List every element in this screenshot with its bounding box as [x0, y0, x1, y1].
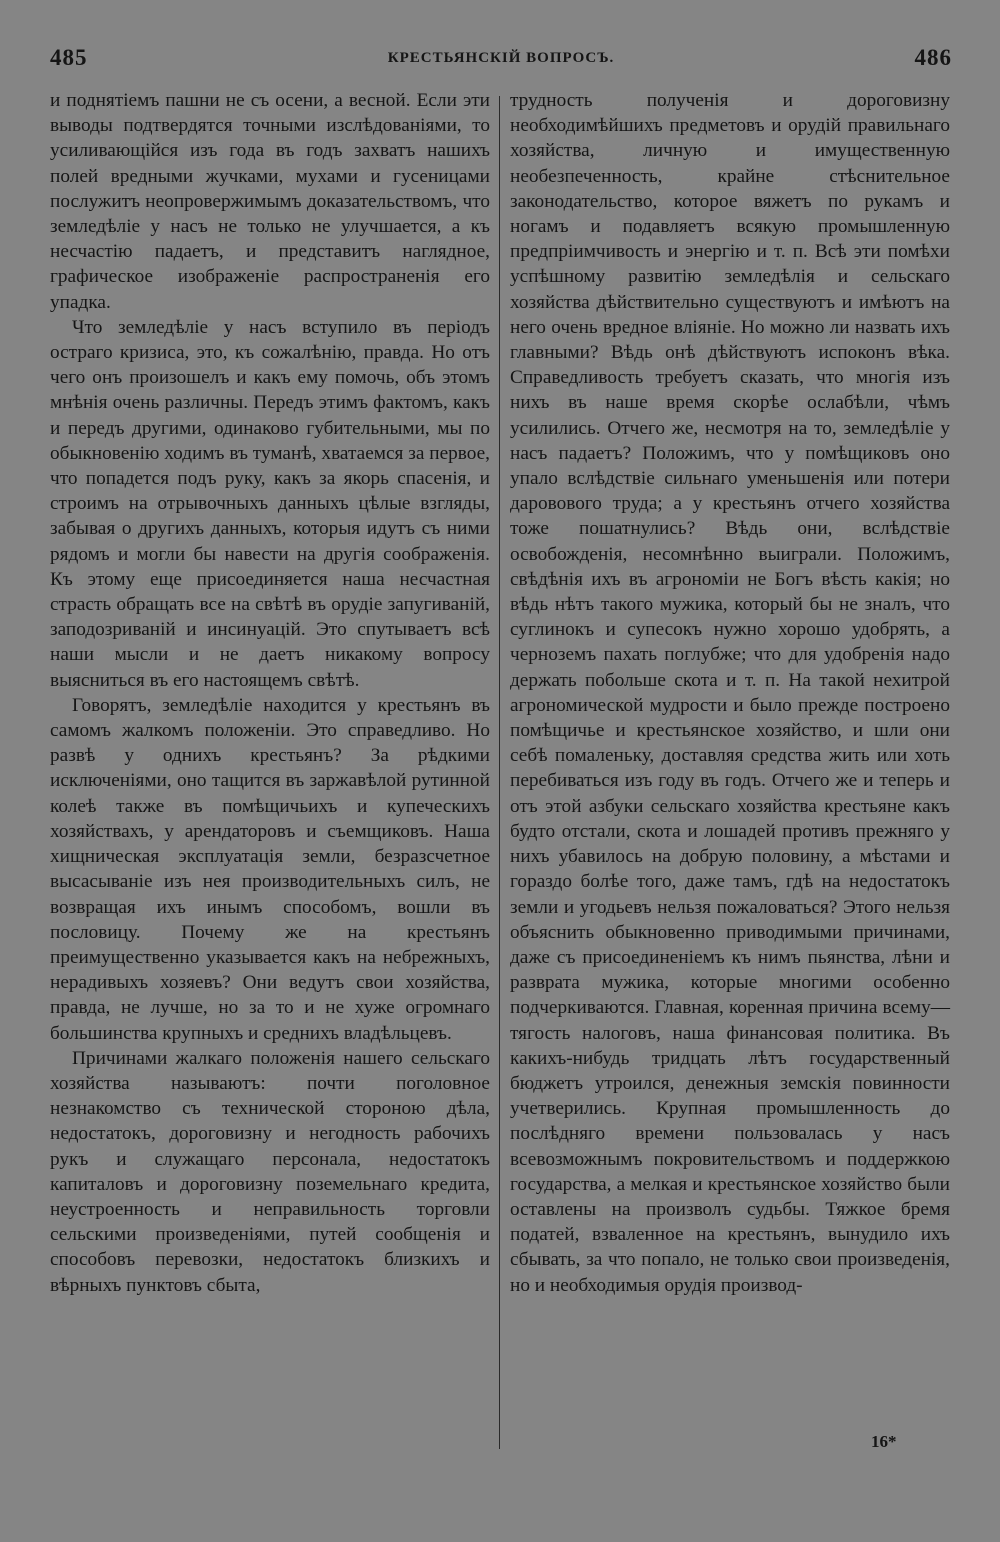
right-column	[510, 88, 950, 1298]
page-number-right: 486	[914, 45, 952, 70]
paragraph: Говорятъ, земледѣліе находится у крестьянъ въ самомъ жалкомъ положеніи. Это справедливо. Но развѣ у однихъ крестьянъ? За рѣдкими исключеніями, оно тащится въ заржавѣлой рутинной колеѣ также въ помѣщичьихъ и купеческихъ хозяйствахъ, у арендаторовъ и съемщиковъ. Наша хищническая эксплуатація земли, безразсчетное высасываніе изъ нея производительныхъ силъ, не возвращая ихъ инымъ способомъ, вошли въ пословицу. Почему же на крестьянъ преимущественно указывается какъ на небрежныхъ, нерадивыхъ хозяевъ? Они ведутъ свои хозяйства, правда, не лучше, но за то и не хуже огромнаго большинства крупныхъ и среднихъ владѣльцевъ.	[50, 694, 490, 1044]
running-title: КРЕСТЬЯНСКІЙ ВОПРОСЪ.	[387, 49, 615, 66]
paragraph: Что земледѣліе у насъ вступило въ періодъ остраго кризиса, это, къ сожалѣнію, правда. Но отъ чего онъ произошелъ и какъ ему помочь, объ этомъ мнѣнія очень различны. Передъ этимъ фактомъ, какъ и передъ другими, одинаково губительными, мы по обыкновенію ходимъ въ туманѣ, хватаемся за первое, что попадется подъ руку, какъ за якорь спасенія, и строимъ на отрывочныхъ данныхъ цѣлые взгляды, забывая о другихъ данныхъ, которыя идутъ съ ними рядомъ и могли бы навести на другія соображенія. Къ этому еще присоединяется наша несчастная страсть обращать все на свѣтѣ въ орудіе запугиваній, заподозриваній и инсинуацій. Это спутываетъ всѣ наши мысли и не даетъ никакому вопросу выясниться въ его настоящемъ свѣтѣ.	[50, 316, 490, 691]
page-number-left: 485	[50, 45, 88, 70]
column-divider	[499, 96, 500, 1449]
left-column	[50, 88, 490, 1298]
paragraph: и поднятіемъ пашни не съ осени, а весной. Если эти выводы подтвердятся точными изслѣдованіями, то усиливающійся изъ года въ годъ захватъ нашихъ полей вредными жучками, мухами и гусеницами послужитъ неопровержимымъ доказательствомъ, что земледѣліе у насъ не только не улучшается, а къ несчастію падаетъ, и представитъ наглядное, графическое изображеніе распространенія его упадка.	[50, 90, 490, 313]
paragraph: Причинами жалкаго положенія нашего сельскаго хозяйства называютъ: почти поголовное незнакомство съ технической стороною дѣла, недостатокъ, дороговизну и негодность рабочихъ рукъ и служащаго персонала, недостатокъ капиталовъ и дороговизну поземельнаго кредита, неустроенность и неправильность торговли сельскими произведеніями, путей сообщенія и способовъ перевозки, недостатокъ близкихъ и вѣрныхъ пунктовъ сбыта,	[50, 1047, 490, 1296]
running-header	[50, 40, 952, 76]
signature-mark: 16*	[871, 1432, 897, 1451]
paragraph: трудность полученія и дороговизну необходимѣйшихъ предметовъ и орудій правильнаго хозяйства, личную и имущественную необезпеченность, крайне стѣснительное законодательство, которое вяжетъ по рукамъ и ногамъ и подавляетъ всякую промышленную предпріимчивость и энергію и т. п. Всѣ эти помѣхи успѣшному развитію земледѣлія и сельскаго хозяйства дѣйствительно существуютъ и имѣютъ на него очень вредное вліяніе. Но можно ли назвать ихъ главными? Вѣдь онѣ дѣйствуютъ испоконъ вѣка. Справедливость требуетъ сказать, что многія изъ нихъ въ наше время скорѣе ослабѣли, чѣмъ усилились. Отчего же, несмотря на то, земледѣліе у насъ падаетъ? Положимъ, что у помѣщиковъ оно упало вслѣдствіе сильнаго уменьшенія или потери даровового труда; а у крестьянъ отчего хозяйства тоже пошатнулись? Вѣдь они, вслѣдствіе освобожденія, несомнѣнно выиграли. Положимъ, свѣдѣнія ихъ въ агрономіи не Богъ вѣсть какія; но вѣдь нѣтъ такого мужика, который бы не зналъ, что суглинокъ и супесокъ нужно хорошо удобрять, а черноземъ пахать поглубже; что для удобренія надо держать побольше скота и т. п. На такой нехитрой агрономической мудрости и было прежде построено помѣщичье и крестьянское хозяйство, и шли они себѣ помаленьку, доставляя средства жить или хоть перебиваться изъ году въ годъ. Отчего же и теперь и отъ этой азбуки сельскаго хозяйства крестьяне какъ будто отстали, скота и лошадей противъ прежняго у нихъ убавилось на добрую половину, а мѣстами и гораздо болѣе того, даже тамъ, гдѣ на недостатокъ земли и угодьевъ нельзя пожаловаться? Этого нельзя объяснить обыкновенно приводимыми причинами, даже съ присоединеніемъ къ нимъ пьянства, лѣни и разврата мужика, которые многими особенно подчеркиваются. Главная, коренная причина всему— тягость налоговъ, наша финансовая политика. Въ какихъ-нибудь тридцать лѣтъ государственный бюджетъ утроился, денежныя земскія повинности учетверились. Крупная промышленность до послѣдняго времени пользовалась у насъ всевозможнымъ покровительствомъ и поддержкою государства, а мелкая и крестьянское хозяйство были оставлены на произволъ судьбы. Тяжкое бремя податей, взваленное на крестьянъ, вынудило ихъ сбывать, за что попало, не только свои произведенія, но и необходимыя орудія производ-	[510, 90, 950, 1296]
